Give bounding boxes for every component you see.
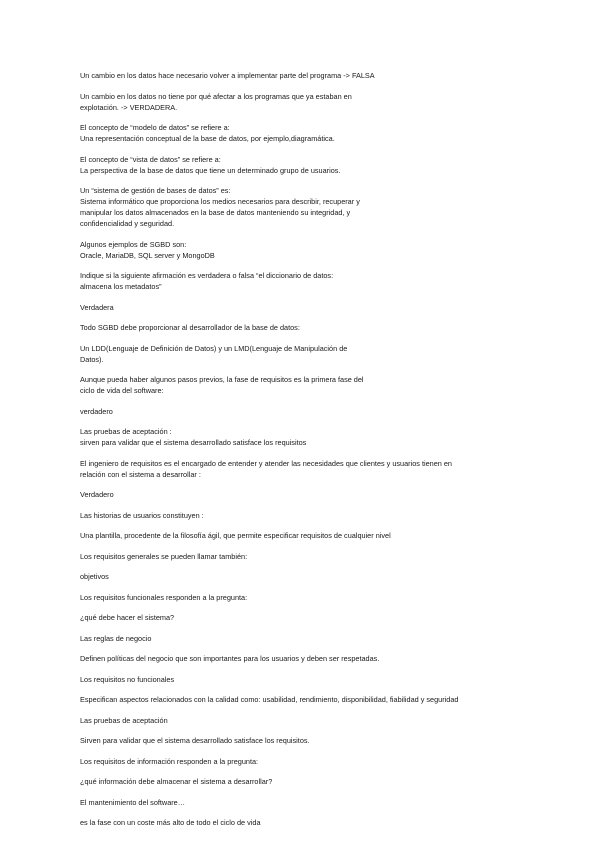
text-line: Los requisitos funcionales responden a la pregunta: xyxy=(80,592,248,602)
text-line: ¿qué información debe almacenar el sistema a desarrollar? xyxy=(80,777,273,786)
text-line: Las reglas de negocio xyxy=(80,633,152,643)
paragraph xyxy=(80,694,520,705)
paragraph xyxy=(80,756,520,767)
text-line: Aunque pueda haber algunos pasos previos, la fase de requisitos es la primera fase del xyxy=(80,375,364,384)
text-line: explotación. -> VERDADERA. xyxy=(80,102,178,112)
paragraph xyxy=(80,653,520,664)
text-line: Todo SGBD debe proporcionar al desarrollador de la base de datos: xyxy=(80,323,300,332)
paragraph xyxy=(80,817,520,828)
text-line: Un “sistema de gestión de bases de datos” es: xyxy=(80,186,231,195)
text-line: Sistema informático que proporciona los medios necesarios para describir, recuperar y xyxy=(80,197,360,206)
text-line: relación con el sistema a desarrollar : xyxy=(80,469,201,479)
text-line: Sirven para validar que el sistema desarrollado satisface los requisitos. xyxy=(80,736,310,745)
paragraph xyxy=(80,551,520,562)
paragraph xyxy=(80,426,520,448)
paragraph xyxy=(80,674,520,685)
text-line: Un cambio en los datos no tiene por qué afectar a los programas que ya estaban en xyxy=(80,91,352,101)
text-line: La perspectiva de la base de datos que tiene un determinado grupo de usuarios. xyxy=(80,165,341,175)
text-line: Indique si la siguiente afirmación es verdadera o falsa “el diccionario de datos: xyxy=(80,271,334,280)
text-line: El concepto de “vista de datos” se refiere a: xyxy=(80,154,221,164)
paragraph xyxy=(80,343,520,365)
paragraph xyxy=(80,406,520,417)
text-line: Los requisitos generales se pueden llamar también: xyxy=(80,551,248,561)
paragraph xyxy=(80,154,520,176)
paragraph xyxy=(80,458,520,480)
paragraph xyxy=(80,270,520,292)
text-line: Los requisitos no funcionales xyxy=(80,674,175,684)
paragraph xyxy=(80,374,520,396)
text-line: Verdadero xyxy=(80,490,114,499)
text-line: verdadero xyxy=(80,406,113,416)
text-line: objetivos xyxy=(80,572,109,581)
text-line: Una representación conceptual de la base de datos, por ejemplo,diagramática. xyxy=(80,134,335,143)
text-line: Un LDD(Lenguaje de Definición de Datos) y un LMD(Lenguaje de Manipulación de xyxy=(80,343,348,353)
paragraph xyxy=(80,797,520,808)
paragraph xyxy=(80,122,520,144)
paragraph xyxy=(80,91,520,113)
paragraph xyxy=(80,70,520,81)
text-line: sirven para validar que el sistema desarrollado satisface los requisitos xyxy=(80,438,307,447)
text-line: es la fase con un coste más alto de todo el ciclo de vida xyxy=(80,818,261,827)
paragraph xyxy=(80,776,520,787)
paragraph xyxy=(80,715,520,726)
paragraph xyxy=(80,302,520,313)
paragraph xyxy=(80,735,520,746)
paragraph xyxy=(80,510,520,521)
text-line: Un cambio en los datos hace necesario volver a implementar parte del programa -> FALSA xyxy=(80,71,375,80)
text-line: Una plantilla, procedente de la filosofía ágil, que permite especificar requisitos de cualquier nivel xyxy=(80,531,391,540)
text-line: Las pruebas de aceptación xyxy=(80,715,168,725)
text-line: Las historias de usuarios constituyen : xyxy=(80,510,204,520)
text-line: almacena los metadatos” xyxy=(80,282,162,291)
text-line: Algunos ejemplos de SGBD son: xyxy=(80,239,187,249)
document-body xyxy=(80,70,520,838)
paragraph xyxy=(80,633,520,644)
text-line: ¿qué debe hacer el sistema? xyxy=(80,613,175,622)
text-line: Oracle, MariaDB, SQL server y MongoDB xyxy=(80,250,215,260)
text-line: Especifican aspectos relacionados con la calidad como: usabilidad, rendimiento, disponibilidad, fiabilidad y seguridad xyxy=(80,695,459,704)
paragraph xyxy=(80,239,520,261)
paragraph xyxy=(80,612,520,623)
text-line: El ingeniero de requisitos es el encargado de entender y atender las necesidades que clientes y usuarios tienen en xyxy=(80,458,452,468)
text-line: Datos). xyxy=(80,354,104,364)
text-line: El concepto de “modelo de datos” se refiere a: xyxy=(80,123,230,132)
text-line: Los requisitos de información responden a la pregunta: xyxy=(80,756,259,766)
text-line: confidencialidad y seguridad. xyxy=(80,219,175,228)
text-line: ciclo de vida del software: xyxy=(80,386,164,395)
text-line: El mantenimiento del software… xyxy=(80,797,186,807)
paragraph xyxy=(80,571,520,582)
paragraph xyxy=(80,489,520,500)
text-line: Verdadera xyxy=(80,302,114,312)
paragraph xyxy=(80,530,520,541)
paragraph xyxy=(80,185,520,229)
text-line: manipular los datos almacenados en la base de datos manteniendo su integridad, y xyxy=(80,208,351,217)
paragraph xyxy=(80,592,520,603)
paragraph xyxy=(80,322,520,333)
text-line: Definen políticas del negocio que son importantes para los usuarios y deben ser respetadas. xyxy=(80,654,380,663)
text-line: Las pruebas de aceptación : xyxy=(80,427,172,436)
